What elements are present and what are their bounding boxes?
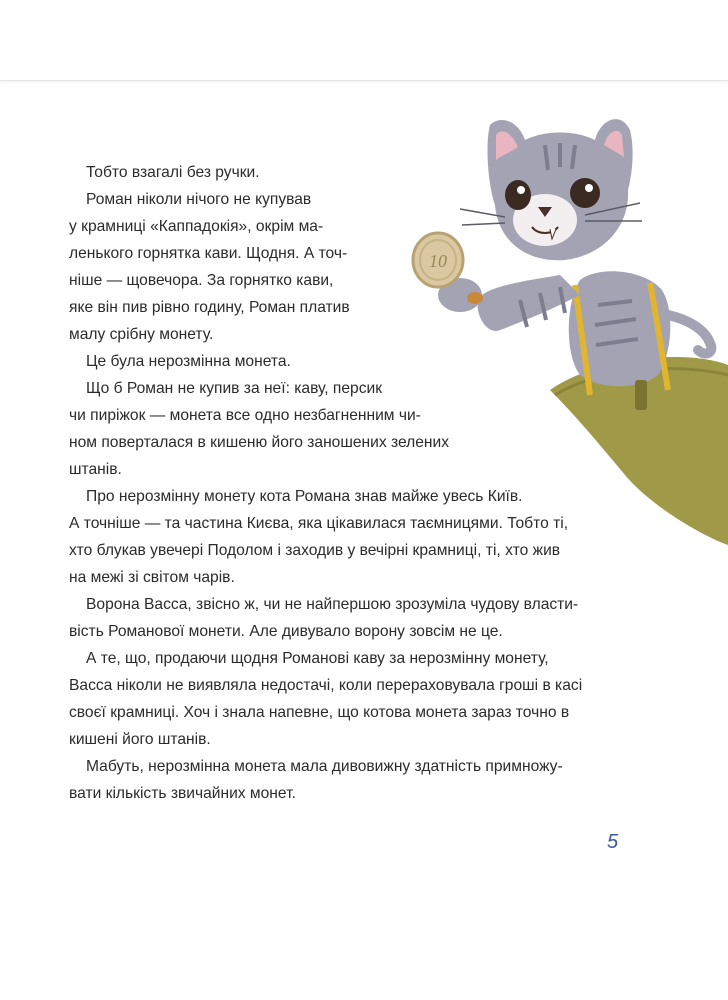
text-line: малу срібну монету. (69, 326, 214, 343)
text-line: Васса ніколи не виявляла недостачі, коли перераховувала гроші в касі (69, 677, 583, 694)
text-line: хто блукав увечері Подолом і заходив у вечірні крамниці, ті, хто жив (69, 542, 561, 559)
text-line: ном поверталася в кишеню його заношених зелених (69, 434, 450, 451)
text-line: А те, що, продаючи щодня Романові каву за нерозмінну монету, (86, 650, 549, 667)
text-line: яке він пив рівно годину, Роман платив (69, 299, 350, 316)
page-number: 5 (607, 831, 619, 853)
text-line: Роман ніколи нічого не купував (86, 191, 312, 208)
text-line: Про нерозмінну монету кота Романа знав майже увесь Київ. (86, 488, 523, 505)
cat-illustration (400, 105, 728, 545)
text-line: штанів. (69, 461, 122, 478)
text-line: Тобто взагалі без ручки. (86, 164, 260, 181)
text-line: А точніше — та частина Києва, яка цікавилася таємницями. Тобто ті, (69, 515, 569, 532)
text-line: кишені його штанів. (69, 731, 211, 748)
text-line: Ворона Васса, звісно ж, чи не найпершою зрозуміла чудову власти- (86, 596, 579, 613)
cat-with-coin-icon (400, 105, 728, 545)
page-header-bar (0, 0, 728, 81)
text-line: вати кількість звичайних монет. (69, 785, 296, 802)
text-line: Що б Роман не купив за неї: каву, персик (86, 380, 383, 397)
text-line: на межі зі світом чарів. (69, 569, 235, 586)
text-line: ленького горнятка кави. Щодня. А точ- (69, 245, 348, 262)
text-line: своєї крамниці. Хоч і знала напевне, що котова монета зараз точно в (69, 704, 570, 721)
text-line: у крамниці «Каппадокія», окрім ма- (69, 218, 324, 235)
text-line: ніше — щовечора. За горнятко кави, (69, 272, 334, 289)
coin-label: 10 (429, 251, 447, 271)
text-line: чи пиріжок — монета все одно незбагненним чи- (69, 407, 421, 424)
text-line: Це була нерозмінна монета. (86, 353, 291, 370)
text-line: вість Романової монети. Але дивувало ворону зовсім не це. (69, 623, 503, 640)
text-line: Мабуть, нерозмінна монета мала дивовижну здатність примножу- (86, 758, 563, 775)
